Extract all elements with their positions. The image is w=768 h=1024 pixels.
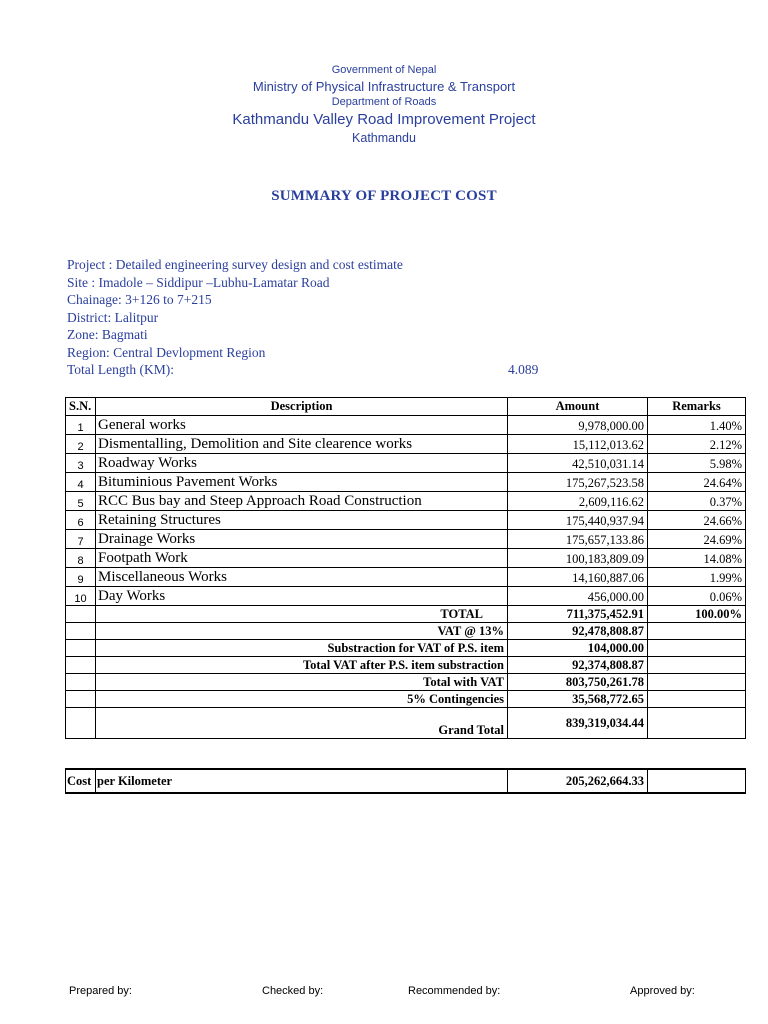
total-label: TOTAL — [96, 606, 508, 623]
row-sn: 4 — [66, 473, 96, 492]
cost-per-km-label-b: per Kilometer — [96, 769, 508, 793]
row-sn: 6 — [66, 511, 96, 530]
row-remarks: 14.08% — [648, 549, 746, 568]
row-amount: 175,267,523.58 — [508, 473, 648, 492]
cost-per-km-amount: 205,262,664.33 — [508, 769, 648, 793]
row-sn: 7 — [66, 530, 96, 549]
info-region: Region: Central Devlopment Region — [67, 345, 266, 360]
row-description: RCC Bus bay and Steep Approach Road Construction — [96, 492, 508, 511]
department-line: Department of Roads — [331, 96, 437, 108]
city-line: Kathmandu — [352, 131, 416, 145]
row-remarks: 2.12% — [648, 435, 746, 454]
ministry-line: Ministry of Physical Infrastructure & Transport — [252, 79, 516, 94]
vat-amount: 92,478,808.87 — [508, 623, 648, 640]
row-description: Retaining Structures — [96, 511, 508, 530]
row-amount: 14,160,887.06 — [508, 568, 648, 587]
checked-by: Checked by: — [262, 985, 324, 997]
total-with-vat-label: Total with VAT — [96, 674, 508, 691]
header-amount: Amount — [508, 398, 648, 416]
row-remarks: 24.66% — [648, 511, 746, 530]
row-remarks: 5.98% — [648, 454, 746, 473]
row-sn: 2 — [66, 435, 96, 454]
vat-row — [66, 623, 746, 640]
govt-line: Government of Nepal — [331, 64, 437, 76]
total-vat-row — [66, 657, 746, 674]
page-title: SUMMARY OF PROJECT COST — [271, 188, 497, 204]
total-with-vat-remarks — [648, 674, 746, 691]
table-row — [66, 454, 746, 473]
grand-total-remarks — [648, 708, 746, 739]
grand-total-label: Grand Total — [96, 708, 508, 739]
row-sn: 9 — [66, 568, 96, 587]
vat-subtraction-amount: 104,000.00 — [508, 640, 648, 657]
project-name: Kathmandu Valley Road Improvement Project — [232, 111, 536, 128]
total-with-vat-row — [66, 674, 746, 691]
row-description: Miscellaneous Works — [96, 568, 508, 587]
total-remarks: 100.00% — [648, 606, 746, 623]
total-vat-remarks — [648, 657, 746, 674]
row-remarks: 0.06% — [648, 587, 746, 606]
total-vat-amount: 92,374,808.87 — [508, 657, 648, 674]
grand-total-row — [66, 708, 746, 739]
cost-per-km-table — [65, 768, 746, 794]
table-row — [66, 435, 746, 454]
total-row — [66, 606, 746, 623]
row-remarks: 0.37% — [648, 492, 746, 511]
row-sn: 10 — [66, 587, 96, 606]
info-chainage: Chainage: 3+126 to 7+215 — [67, 292, 212, 307]
row-amount: 175,657,133.86 — [508, 530, 648, 549]
prepared-by: Prepared by: — [69, 985, 132, 997]
row-amount: 2,609,116.62 — [508, 492, 648, 511]
row-amount: 42,510,031.14 — [508, 454, 648, 473]
contingencies-remarks — [648, 691, 746, 708]
approved-by: Approved by: — [630, 985, 695, 997]
row-description: Day Works — [96, 587, 508, 606]
row-description: Drainage Works — [96, 530, 508, 549]
cost-summary-table — [65, 397, 746, 739]
row-remarks: 1.40% — [648, 416, 746, 435]
info-site: Site : Imadole – Siddipur –Lubhu-Lamatar Road — [67, 275, 330, 290]
total-amount: 711,375,452.91 — [508, 606, 648, 623]
row-amount: 100,183,809.09 — [508, 549, 648, 568]
contingencies-label: 5% Contingencies — [96, 691, 508, 708]
total-with-vat-amount: 803,750,261.78 — [508, 674, 648, 691]
row-amount: 175,440,937.94 — [508, 511, 648, 530]
info-district: District: Lalitpur — [67, 310, 159, 325]
table-row — [66, 511, 746, 530]
row-amount: 456,000.00 — [508, 587, 648, 606]
row-sn: 8 — [66, 549, 96, 568]
table-row — [66, 587, 746, 606]
info-project: Project : Detailed engineering survey design and cost estimate — [67, 257, 403, 272]
info-length-value: 4.089 — [508, 362, 539, 377]
table-row — [66, 549, 746, 568]
row-remarks: 24.64% — [648, 473, 746, 492]
contingencies-row — [66, 691, 746, 708]
total-vat-label: Total VAT after P.S. item substraction — [96, 657, 508, 674]
info-zone: Zone: Bagmati — [67, 327, 148, 342]
row-sn: 1 — [66, 416, 96, 435]
cost-per-km-row — [66, 769, 746, 793]
contingencies-amount: 35,568,772.65 — [508, 691, 648, 708]
row-description: Dismentalling, Demolition and Site clearence works — [96, 435, 508, 454]
row-description: Bituminious Pavement Works — [96, 473, 508, 492]
row-description: Footpath Work — [96, 549, 508, 568]
row-sn: 5 — [66, 492, 96, 511]
row-amount: 9,978,000.00 — [508, 416, 648, 435]
vat-subtraction-row — [66, 640, 746, 657]
table-row — [66, 473, 746, 492]
table-row — [66, 568, 746, 587]
table-row — [66, 416, 746, 435]
info-length-label: Total Length (KM): — [67, 362, 175, 377]
header-remarks: Remarks — [648, 398, 746, 416]
row-amount: 15,112,013.62 — [508, 435, 648, 454]
table-row — [66, 492, 746, 511]
header-description: Description — [96, 398, 508, 416]
vat-subtraction-label: Substraction for VAT of P.S. item — [96, 640, 508, 657]
vat-remarks — [648, 623, 746, 640]
row-description: Roadway Works — [96, 454, 508, 473]
table-row — [66, 530, 746, 549]
row-sn: 3 — [66, 454, 96, 473]
vat-subtraction-remarks — [648, 640, 746, 657]
row-remarks: 24.69% — [648, 530, 746, 549]
row-description: General works — [96, 416, 508, 435]
cost-per-km-label-a: Cost — [66, 769, 96, 793]
grand-total-amount: 839,319,034.44 — [508, 708, 648, 739]
row-remarks: 1.99% — [648, 568, 746, 587]
table-header-row — [66, 398, 746, 416]
header-sn: S.N. — [66, 398, 96, 416]
recommended-by: Recommended by: — [408, 985, 501, 997]
vat-label: VAT @ 13% — [96, 623, 508, 640]
